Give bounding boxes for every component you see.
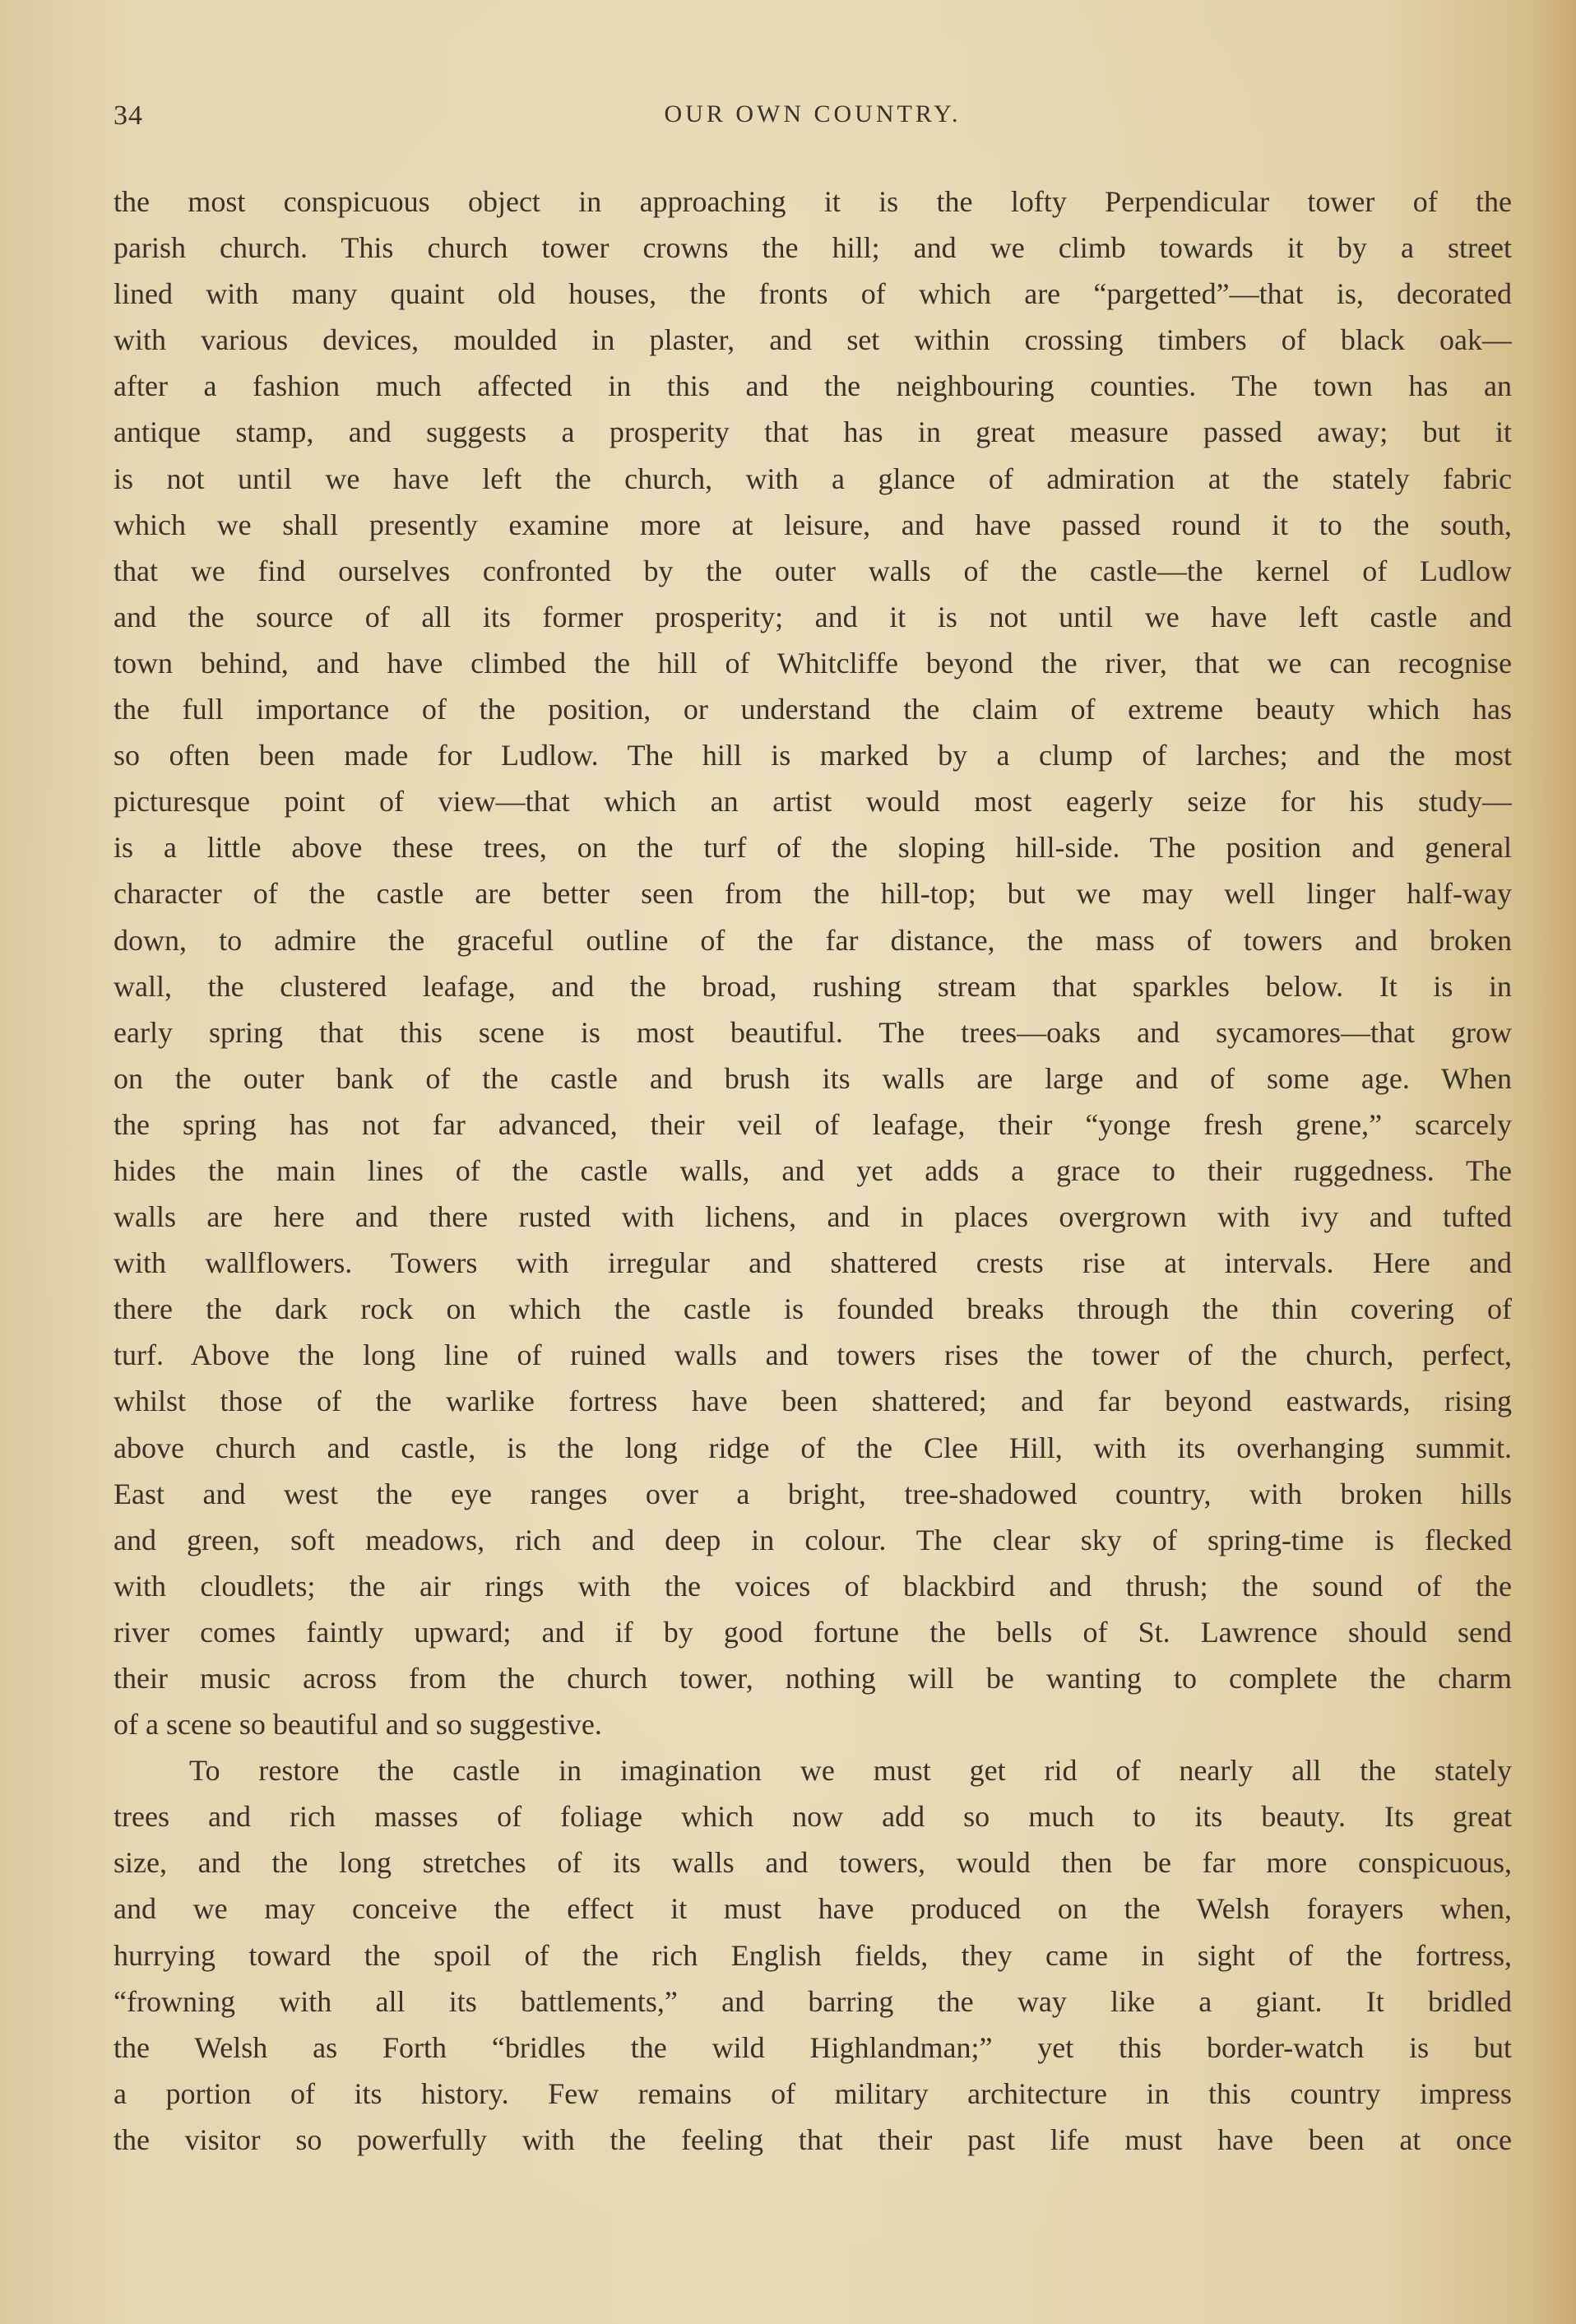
text-line: with wallflowers. Towers with irregular and shattered crests rise at intervals. Here and — [114, 1246, 1512, 1280]
text-line: the full importance of the position, or understand the claim of extreme beauty which has — [114, 693, 1512, 726]
text-line: is not until we have left the church, with a glance of admiration at the stately fabric — [114, 462, 1512, 495]
text-line: the most conspicuous object in approaching it is the lofty Perpendicular tower of the — [114, 185, 1512, 218]
text-line: their music across from the church tower, nothing will be wanting to complete the charm — [114, 1662, 1512, 1695]
text-line: with cloudlets; the air rings with the voices of blackbird and thrush; the sound of the — [114, 1569, 1512, 1603]
text-line: “frowning with all its battlements,” and barring the way like a giant. It bridled — [114, 1984, 1512, 2018]
text-line: turf. Above the long line of ruined walls and towers rises the tower of the church, perfect, — [114, 1338, 1512, 1372]
text-line: there the dark rock on which the castle is founded breaks through the thin covering of — [114, 1292, 1512, 1326]
text-line: whilst those of the warlike fortress have been shattered; and far beyond eastwards, rising — [114, 1385, 1512, 1418]
text-line: and green, soft meadows, rich and deep in colour. The clear sky of spring-time is flecked — [114, 1523, 1512, 1556]
running-title: OUR OWN COUNTRY. — [664, 100, 962, 128]
paragraph-end-line: of a scene so beautiful and so suggestive. — [114, 1708, 602, 1742]
text-line: trees and rich masses of foliage which now add so much to its beauty. Its great — [114, 1800, 1512, 1834]
text-line: antique stamp, and suggests a prosperity that has in great measure passed away; but it — [114, 415, 1512, 449]
text-line: walls are here and there rusted with lichens, and in places overgrown with ivy and tufted — [114, 1200, 1512, 1234]
text-line: with various devices, moulded in plaster, and set within crossing timbers of black oak— — [114, 323, 1512, 357]
text-line: character of the castle are better seen from the hill-top; but we may well linger half-way — [114, 877, 1512, 911]
text-line: and we may conceive the effect it must have produced on the Welsh forayers when, — [114, 1892, 1512, 1926]
text-line: the Welsh as Forth “bridles the wild Highlandman;” yet this border-watch is but — [114, 2030, 1512, 2064]
text-line: hurrying toward the spoil of the rich English fields, they came in sight of the fortress, — [114, 1938, 1512, 1972]
text-line: the visitor so powerfully with the feeling that their past life must have been at once — [114, 2122, 1512, 2156]
text-line: East and west the eye ranges over a bright, tree-shadowed country, with broken hills — [114, 1477, 1512, 1510]
text-line: down, to admire the graceful outline of the far distance, the mass of towers and broken — [114, 923, 1512, 957]
text-line: size, and the long stretches of its walls and towers, would then be far more conspicuous, — [114, 1846, 1512, 1880]
text-line: early spring that this scene is most beautiful. The trees—oaks and sycamores—that grow — [114, 1015, 1512, 1049]
paragraph-start-line: To restore the castle in imagination we must get rid of nearly all the stately — [189, 1754, 1512, 1788]
body-text — [114, 179, 1512, 2163]
text-line: the spring has not far advanced, their veil of leafage, their “yonge fresh grene,” scarcely — [114, 1107, 1512, 1141]
text-line: a portion of its history. Few remains of military architecture in this country impress — [114, 2076, 1512, 2110]
text-line: town behind, and have climbed the hill of Whitcliffe beyond the river, that we can recognise — [114, 646, 1512, 680]
text-line: that we find ourselves confronted by the outer walls of the castle—the kernel of Ludlow — [114, 554, 1512, 587]
text-line: lined with many quaint old houses, the fronts of which are “pargetted”—that is, decorated — [114, 277, 1512, 311]
page-number: 34 — [114, 100, 143, 131]
text-line: above church and castle, is the long ridge of the Clee Hill, with its overhanging summit. — [114, 1431, 1512, 1464]
text-line: so often been made for Ludlow. The hill is marked by a clump of larches; and the most — [114, 739, 1512, 772]
text-line: is a little above these trees, on the turf of the sloping hill-side. The position and general — [114, 831, 1512, 865]
text-line: and the source of all its former prosperity; and it is not until we have left castle and — [114, 600, 1512, 633]
running-head — [114, 100, 1512, 141]
text-line: on the outer bank of the castle and brush its walls are large and of some age. When — [114, 1061, 1512, 1095]
text-line: picturesque point of view—that which an artist would most eagerly seize for his study— — [114, 785, 1512, 819]
text-line: river comes faintly upward; and if by good fortune the bells of St. Lawrence should send — [114, 1615, 1512, 1649]
text-line: parish church. This church tower crowns the hill; and we climb towards it by a street — [114, 231, 1512, 265]
text-line: after a fashion much affected in this and the neighbouring counties. The town has an — [114, 369, 1512, 403]
text-line: wall, the clustered leafage, and the broad, rushing stream that sparkles below. It is in — [114, 969, 1512, 1003]
text-line: which we shall presently examine more at leisure, and have passed round it to the south, — [114, 508, 1512, 541]
text-line: hides the main lines of the castle walls, and yet adds a grace to their ruggedness. The — [114, 1153, 1512, 1187]
